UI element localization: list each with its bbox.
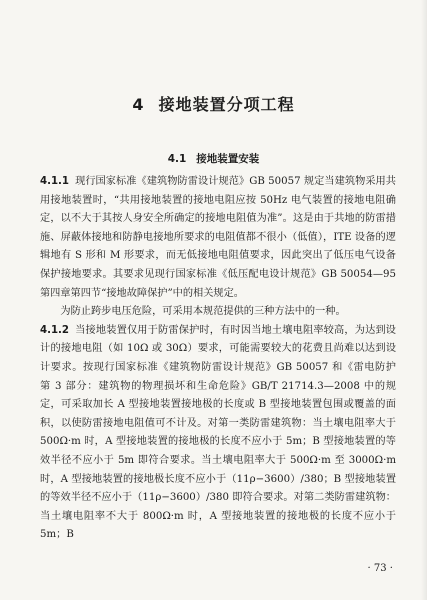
clause-number: 4.1.1 [40,176,70,187]
chapter-title-text: 接地装置分项工程 [158,95,295,114]
clause-paragraph [40,322,407,545]
clause-text: 现行国家标准《建筑物防雷设计规范》GB 50057 规定当建筑物采用共用接地装置时，“共用接地装置的接地电阻应按 50Hz 电气装置的接地电阻确定，以不大于其按人身安全所确定的接地电阻值为准”。这是由于共地的防雷措施、屏蔽体接地和防静电接地所要求的电阻值都不很小（低值），ITE 设备的逻辑地有 S 形和 M 形要求，而无低接地电阻值要求，因此突出了低压电气设备保护接地要求。其要求见现行国家标准《低压配电设计规范》GB 50054—95 第四章第四节“接地故障保护”中的相关规定。 [40,176,396,299]
clause-text: 为防止跨步电压危险，可采用本规范提供的三种方法中的一种。 [60,306,346,318]
body-text [40,173,407,545]
chapter-number: 4 [132,95,145,114]
section-title [0,151,427,166]
clause-paragraph [40,173,396,303]
scan-edge-shadow [421,0,427,600]
clause-paragraph [40,303,396,322]
clause-number: 4.1.2 [40,324,70,336]
clause-text: 当接地装置仅用于防雷保护时，有时因当地土壤电阻率较高，为达到设计的接地电阻（如 10Ω 或 30Ω）要求，可能需要较大的花费且尚难以达到设计要求。按现行国家标准《建筑物防雷设计规范》GB 50057 和《雷电防护 第 3 部分：建筑物的物理损坏和生命危险》GB/T 21714.3—2008 中的规定，可采取加长 A 型接地装置接地极的长度或 B 型接地装置包围或覆盖的面积，以使防雷接地电阻值可不计及。对第一类防雷建筑物：当土壤电阻率大于 500Ω·m 时，A 型接地装置的接地极的长度不应小于 5m；B 型接地装置的等效半径不应小于 5m 即符合要求。当土壤电阻率大于 500Ω·m 至 3000Ω·m 时，A 型接地装置的接地极长度不应小于（11ρ−3600）/380；B 型接地装置的等效半径不应小于（11ρ−3600）/380 即符合要求。对第二类防雷建筑物：当土壤电阻率不大于 800Ω·m 时，A 型接地装置的接地极的长度不应小于 5m；B [40,324,407,541]
page-number: · 73 · [367,563,393,574]
section-number: 4.1 [167,153,187,165]
section-title-text: 接地装置安装 [196,153,260,165]
chapter-title [0,92,427,115]
